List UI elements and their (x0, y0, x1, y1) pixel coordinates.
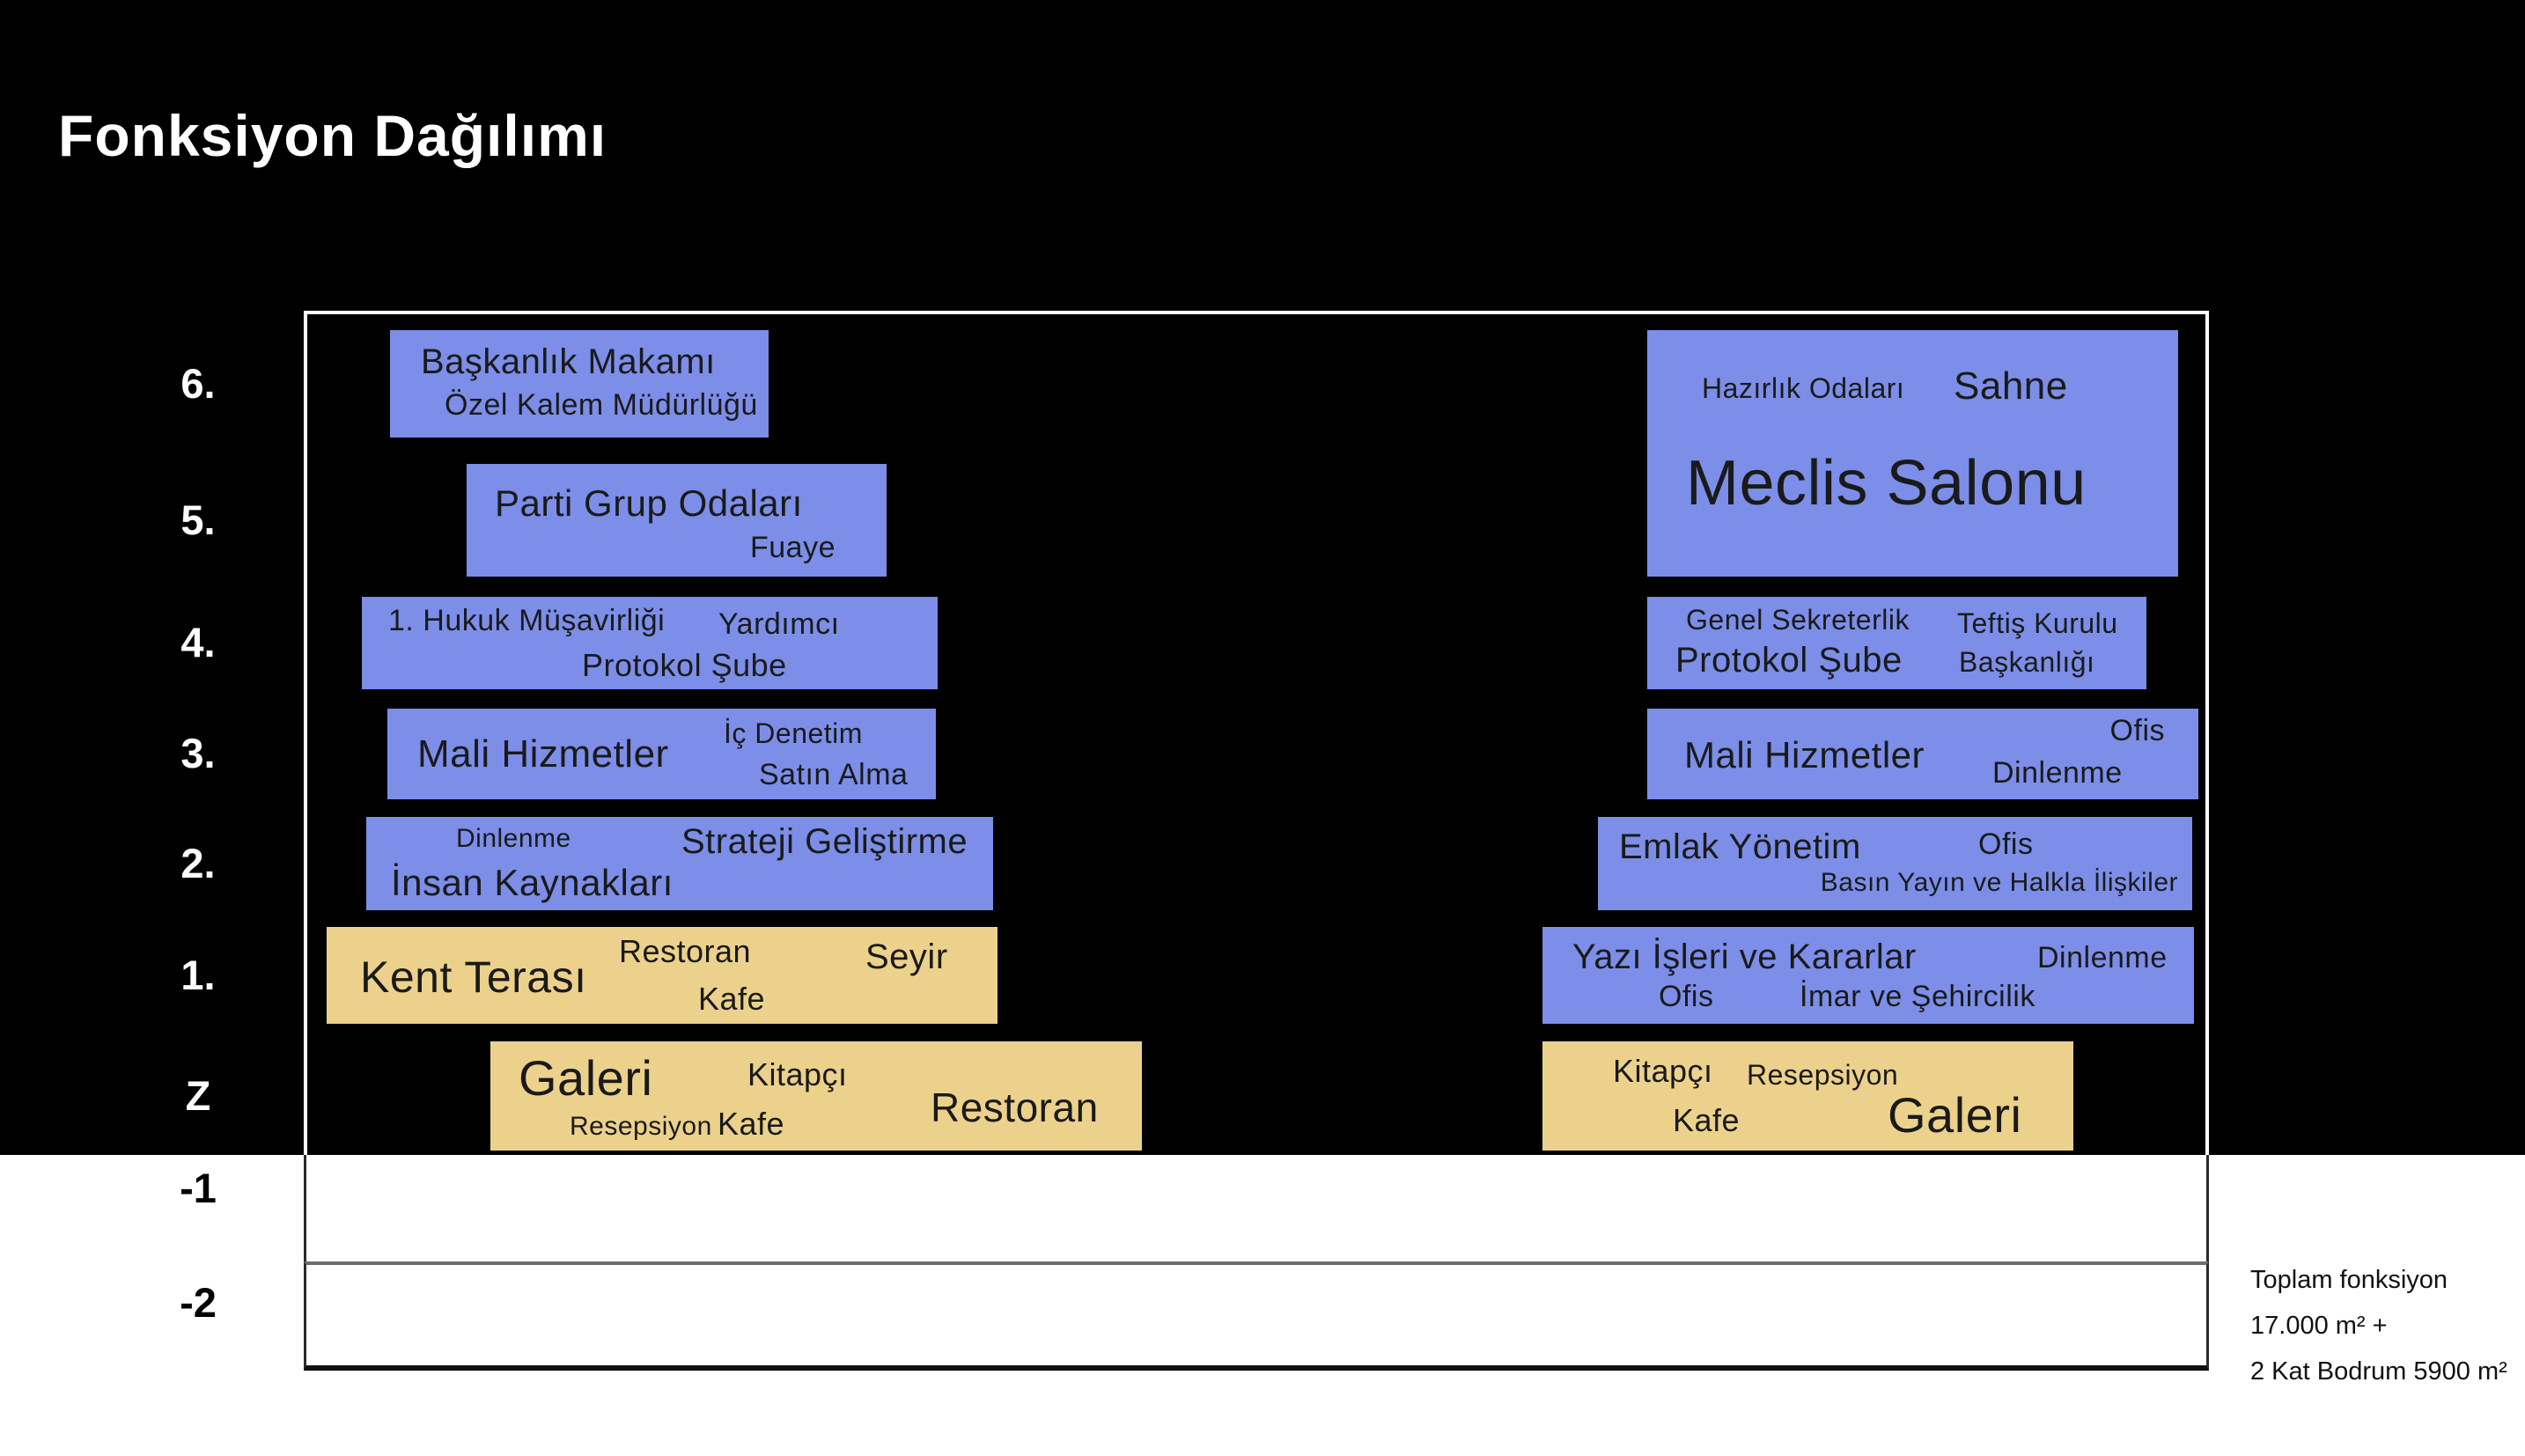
page-title: Fonksiyon Dağılımı (58, 103, 607, 168)
total-function-line2: 17.000 m² + (2250, 1312, 2388, 1340)
total-function-line3: 2 Kat Bodrum 5900 m² (2250, 1357, 2507, 1386)
floor-label-minus2: -2 (180, 1279, 217, 1326)
floor-label-z: Z (185, 1072, 211, 1119)
label-imar-ve-sehircilik: İmar ve Şehircilik (1800, 980, 2035, 1013)
block-right-floor4 (1647, 597, 2146, 689)
label-dinlenme-f1: Dinlenme (2037, 941, 2168, 974)
block-left-floor5 (467, 464, 887, 577)
label-yardimci: Yardımcı (718, 607, 840, 641)
total-function-line1: Toplam fonksiyon (2250, 1266, 2448, 1294)
label-seyir: Seyir (865, 938, 948, 976)
label-galeri-left: Galeri (519, 1050, 653, 1106)
label-galeri-right: Galeri (1888, 1087, 2022, 1143)
block-right-floor1 (1542, 927, 2194, 1024)
block-right-floor6-5-meclis (1647, 330, 2178, 577)
label-hukuk-musavirligi: 1. Hukuk Müşavirliği (388, 604, 666, 637)
floor-label-3: 3. (180, 730, 216, 776)
label-parti-grup-odalari: Parti Grup Odaları (495, 482, 803, 524)
label-meclis-salonu: Meclis Salonu (1686, 448, 2087, 518)
label-protokol-sube-right: Protokol Şube (1675, 641, 1903, 680)
block-left-floor4 (362, 597, 938, 689)
label-dinlenme-left: Dinlenme (456, 824, 571, 853)
label-insan-kaynaklari: İnsan Kaynakları (391, 862, 674, 903)
label-teftis-kurulu: Teftiş Kurulu (1957, 607, 2118, 639)
label-kafe-z-right: Kafe (1673, 1102, 1741, 1138)
basement-floor-minus1 (304, 1155, 2209, 1261)
label-resepsiyon-left: Resepsiyon (570, 1112, 712, 1141)
label-mali-hizmetler-left: Mali Hizmetler (417, 732, 669, 776)
label-yazi-isleri-ve-kararlar: Yazı İşleri ve Kararlar (1572, 938, 1917, 976)
label-dinlenme-f3: Dinlenme (1992, 756, 2123, 790)
floor-label-6: 6. (180, 360, 216, 407)
block-right-floorz-galeri (1542, 1041, 2073, 1151)
basement-floor-minus2 (304, 1261, 2209, 1371)
floor-label-1: 1. (180, 952, 216, 998)
label-fuaye: Fuaye (750, 531, 836, 564)
label-ofis-f1: Ofis (1659, 980, 1714, 1013)
label-ozel-kalem-mudurlugu: Özel Kalem Müdürlüğü (445, 388, 758, 422)
block-right-floor2 (1598, 817, 2192, 910)
floor-label-minus1: -1 (180, 1165, 217, 1211)
block-left-floorz-galeri (490, 1041, 1142, 1151)
block-left-floor2 (366, 817, 993, 910)
label-baskanligi: Başkanlığı (1959, 646, 2095, 678)
label-mali-hizmetler-right: Mali Hizmetler (1684, 734, 1925, 776)
label-kafe-f1: Kafe (698, 981, 766, 1017)
label-restoran-z: Restoran (931, 1085, 1099, 1130)
block-left-floor3 (387, 709, 936, 799)
label-hazirlik-odalari: Hazırlık Odaları (1702, 372, 1905, 404)
label-kitapci-left: Kitapçı (747, 1056, 848, 1092)
block-left-floor6 (390, 330, 769, 438)
block-right-floor3 (1647, 709, 2198, 799)
label-basin-yayin-halkla-iliskiler: Basın Yayın ve Halkla İlişkiler (1820, 868, 2178, 897)
label-ic-denetim: İç Denetim (724, 717, 863, 749)
label-sahne: Sahne (1954, 364, 2068, 408)
label-ofis-f2: Ofis (1978, 827, 2034, 861)
label-kitapci-right: Kitapçı (1613, 1053, 1713, 1089)
label-genel-sekreterlik: Genel Sekreterlik (1686, 604, 1910, 636)
label-protokol-sube-left: Protokol Şube (582, 647, 787, 683)
total-function-note (2250, 1257, 2507, 1394)
block-left-floor1-kent-terasi (327, 927, 997, 1024)
floor-label-2: 2. (180, 840, 216, 886)
label-emlak-yonetim: Emlak Yönetim (1619, 827, 1861, 866)
label-satin-alma: Satın Alma (759, 758, 909, 791)
label-ofis-f3: Ofis (2109, 714, 2165, 747)
label-restoran-f1: Restoran (619, 933, 752, 969)
label-strateji-gelistirme: Strateji Geliştirme (681, 822, 968, 861)
floor-label-5: 5. (180, 496, 216, 543)
floor-label-4: 4. (180, 619, 216, 665)
label-kent-terasi: Kent Terası (360, 952, 587, 1002)
label-baskanlik-makami: Başkanlık Makamı (421, 342, 716, 381)
label-kafe-z-left: Kafe (718, 1106, 785, 1142)
label-resepsiyon-right: Resepsiyon (1747, 1059, 1899, 1091)
